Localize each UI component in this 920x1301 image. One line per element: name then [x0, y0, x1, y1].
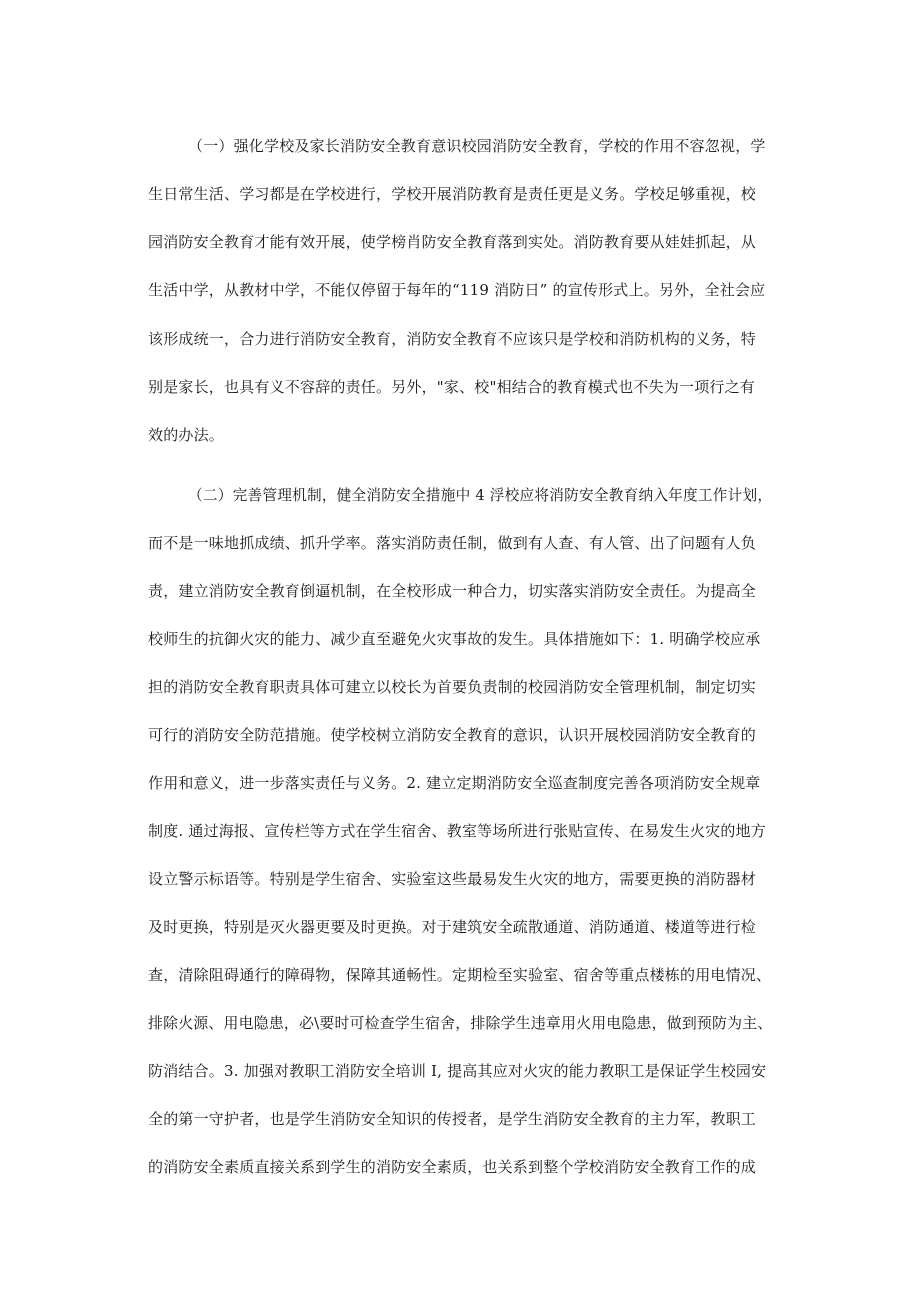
text-line: 效的办法。 — [148, 426, 225, 444]
text-line: 防消结合。3. 加强对教职工消防安全培训 I, 提高其应对火灾的能力教职工是保证学生校园安 — [148, 1062, 767, 1080]
text-line: 排除火源、用电隐患，必\要时可检查学生宿舍，排除学生违章用火用电隐患，做到预防为主、 — [148, 1014, 773, 1032]
text-line: 查，清除阻碍通行的障碍物，保障其通畅性。定期检至实验室、宿舍等重点楼栋的用电情况、 — [148, 966, 772, 984]
text-line: 别是家长，也具有义不容辞的责任。另外，"家、校"相结合的教育模式也不失为一项行之有 — [148, 378, 756, 396]
text-line: 生活中学，从教材中学，不能仅停留于每年的“119 消防日” 的宣传形式上。另外，全社会应 — [148, 281, 766, 299]
text-line: 制度. 通过海报、宣传栏等方式在学生宿舍、教室等场所进行张贴宣传、在易发生火灾的地方 — [148, 822, 766, 840]
text-line: 生日常生活、学习都是在学校进行，学校开展消防教育是责任更是义务。学校足够重视，校 — [148, 185, 757, 203]
text-line: 校师生的抗御火灾的能力、减少直至避免火灾事故的发生。具体措施如下：1. 明确学校应承 — [148, 630, 761, 648]
text-line: （二）完善管理机制，健全消防安全措施中 4 浮校应将消防安全教育纳入年度工作计划， — [188, 486, 773, 504]
text-line: 可行的消防安全防范措施。使学校树立消防安全教育的意识，认识开展校园消防安全教育的 — [148, 726, 757, 744]
text-line: 该形成统一，合力进行消防安全教育，消防安全教育不应该只是学校和消防机构的义务，特 — [148, 330, 757, 348]
text-line: 及时更换，特别是灭火器更要及时更换。对于建筑安全疏散通道、消防通道、楼道等进行检 — [148, 918, 757, 936]
text-line: 而不是一味地抓成绩、抓升学率。落实消防责任制，做到有人查、有人管、出了问题有人负 — [148, 534, 757, 552]
text-line: （一）强化学校及家长消防安全教育意识校园消防安全教育，学校的作用不容忽视，学 — [188, 137, 766, 155]
text-line: 的消防安全素质直接关系到学生的消防安全素质，也关系到整个学校消防安全教育工作的成 — [148, 1158, 757, 1176]
text-line: 设立警示标语等。特别是学生宿舍、实验室这些最易发生火灾的地方，需要更换的消防器材 — [148, 870, 757, 888]
text-line: 园消防安全教育才能有效开展，使学榜肖防安全教育落到实处。消防教育要从娃娃抓起，从 — [148, 233, 757, 251]
text-line: 作用和意义，进一步落实责任与义务。2. 建立定期消防安全巡查制度完善各项消防安全规章 — [148, 774, 761, 792]
text-line: 全的第一守护者，也是学生消防安全知识的传授者，是学生消防安全教育的主力军，教职工 — [148, 1110, 757, 1128]
text-line: 责，建立消防安全教育倒逼机制，在全校形成一种合力，切实落实消防安全责任。为提高全 — [148, 582, 757, 600]
text-line: 担的消防安全教育职责具体可建立以校长为首要负责制的校园消防安全管理机制，制定切实 — [148, 678, 757, 696]
